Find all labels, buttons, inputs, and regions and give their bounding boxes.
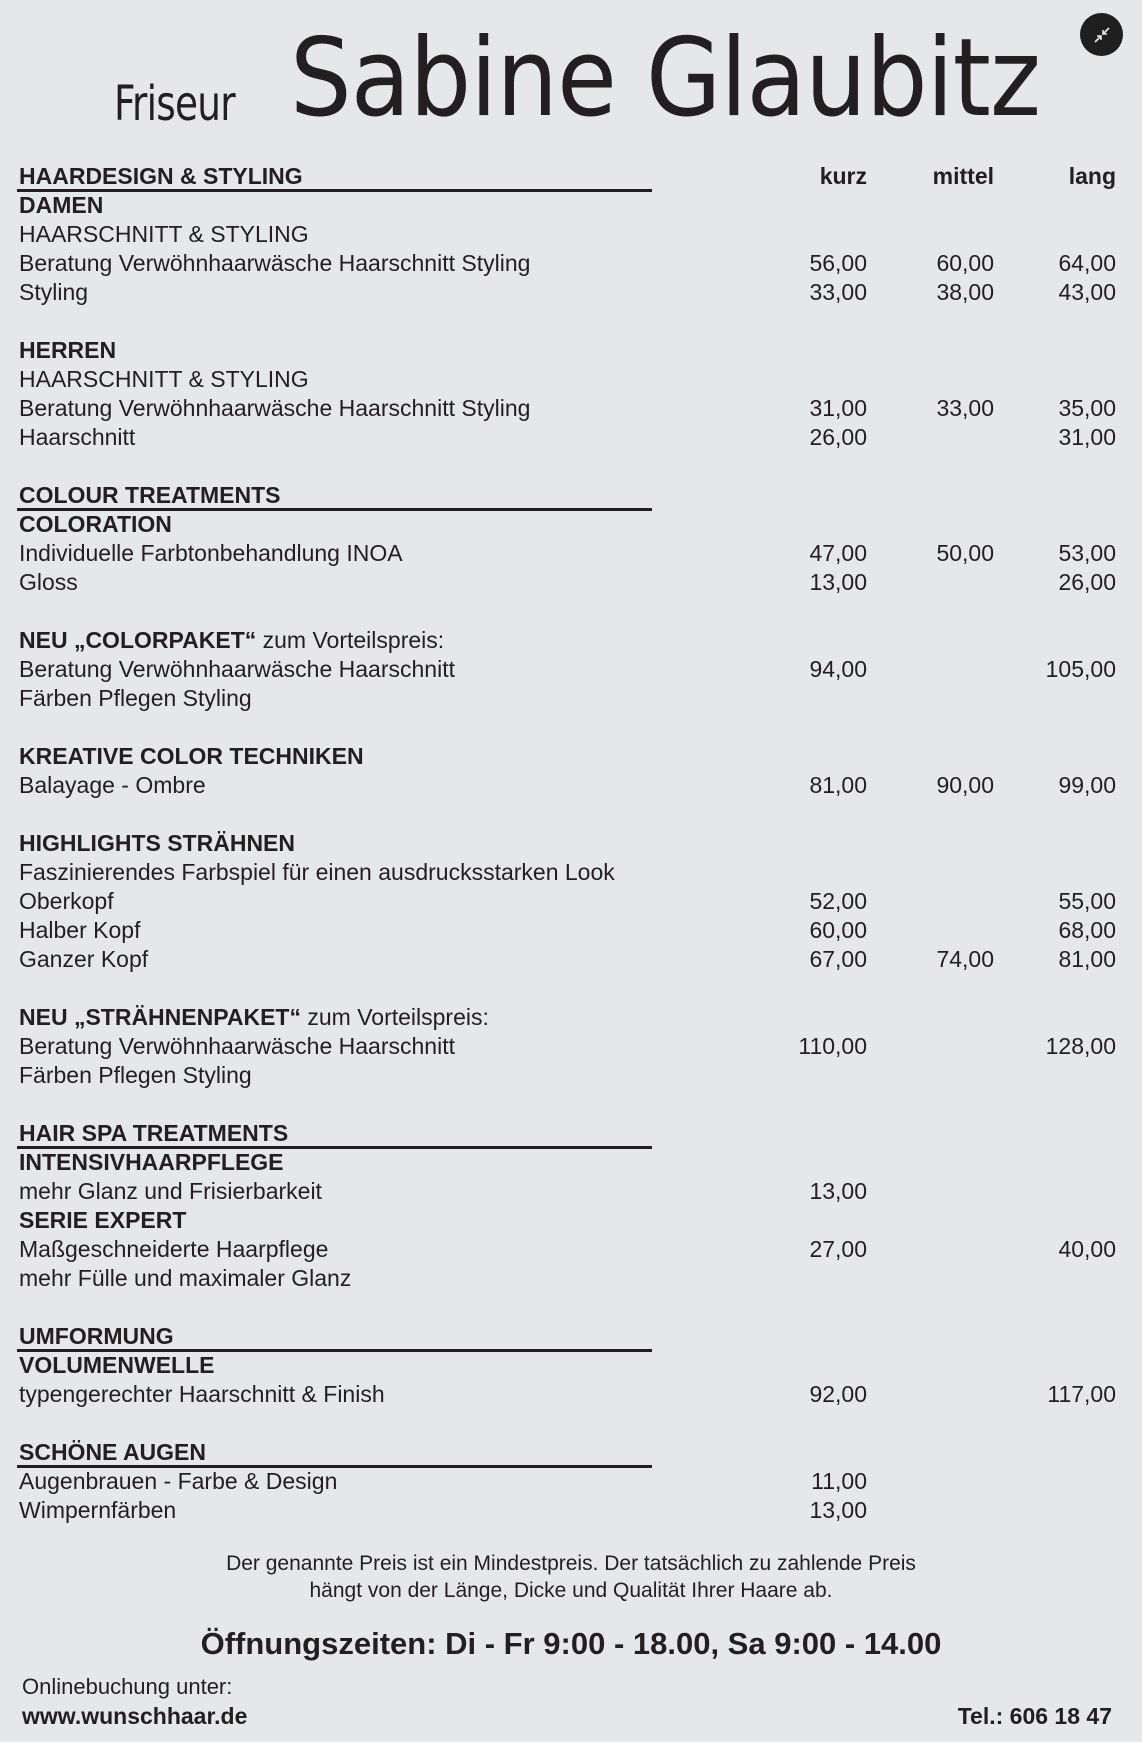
row-label: VOLUMENWELLE	[19, 1352, 215, 1378]
price-kurz: 26,00	[809, 424, 867, 450]
booking-label: Onlinebuchung unter:	[22, 1674, 233, 1699]
price-mittel: 50,00	[936, 540, 994, 566]
column-header-lang: lang	[1068, 163, 1116, 189]
price-row	[19, 655, 1119, 684]
row-label: Wimpernfärben	[19, 1497, 177, 1523]
price-row	[19, 887, 1119, 916]
section-header	[19, 1119, 1119, 1148]
price-kurz: 31,00	[809, 395, 867, 421]
promo-subtitle: zum Vorteilspreis:	[300, 1004, 489, 1030]
row-label: Balayage - Ombre	[19, 772, 206, 798]
row-label: Oberkopf	[19, 888, 114, 914]
row-label	[19, 626, 444, 655]
price-row	[19, 539, 1119, 568]
price-row	[19, 1032, 1119, 1061]
row-label	[19, 1003, 489, 1032]
price-lang: 105,00	[1045, 656, 1116, 682]
subsection-header	[19, 1351, 1119, 1380]
price-lang: 117,00	[1047, 1381, 1116, 1407]
row-label: Beratung Verwöhnhaarwäsche Haarschnitt Styling	[19, 250, 531, 276]
price-lang: 99,00	[1058, 772, 1116, 798]
promo-subtitle: zum Vorteilspreis:	[256, 627, 445, 653]
row-label: SCHÖNE AUGEN	[19, 1439, 206, 1465]
spacer	[19, 1293, 1119, 1322]
price-row	[19, 1467, 1119, 1496]
price-row	[19, 1380, 1119, 1409]
row-label: Färben Pflegen Styling	[19, 685, 252, 711]
price-lang: 64,00	[1058, 250, 1116, 276]
row-label: HAARSCHNITT & STYLING	[19, 366, 309, 392]
row-label: Individuelle Farbtonbehandlung INOA	[19, 540, 403, 566]
price-row	[19, 945, 1119, 974]
price-kurz: 27,00	[809, 1236, 867, 1262]
price-row	[19, 684, 1119, 713]
spacer	[19, 1090, 1119, 1119]
price-kurz: 56,00	[809, 250, 867, 276]
price-lang: 128,00	[1045, 1033, 1116, 1059]
spacer	[19, 1409, 1119, 1438]
subsection-header	[19, 510, 1119, 539]
row-label: DAMEN	[19, 192, 104, 218]
price-row	[19, 423, 1119, 452]
price-row	[19, 771, 1119, 800]
row-label: HAARSCHNITT & STYLING	[19, 221, 309, 247]
spacer	[19, 800, 1119, 829]
row-label: COLORATION	[19, 511, 172, 537]
section-header	[19, 162, 1119, 191]
price-row	[19, 394, 1119, 423]
price-mittel: 38,00	[936, 279, 994, 305]
price-row	[19, 1061, 1119, 1090]
row-label: HIGHLIGHTS STRÄHNEN	[19, 830, 295, 856]
row-label: Beratung Verwöhnhaarwäsche Haarschnitt Styling	[19, 395, 531, 421]
row-label: mehr Glanz und Frisierbarkeit	[19, 1178, 322, 1204]
price-kurz: 60,00	[809, 917, 867, 943]
row-label: typengerechter Haarschnitt & Finish	[19, 1381, 385, 1407]
subsection-header	[19, 829, 1119, 858]
price-lang: 68,00	[1058, 917, 1116, 943]
spacer	[19, 452, 1119, 481]
price-kurz: 13,00	[809, 1178, 867, 1204]
price-row	[19, 916, 1119, 945]
row-label: Maßgeschneiderte Haarpflege	[19, 1236, 329, 1262]
price-mittel: 33,00	[936, 395, 994, 421]
subsection-header	[19, 1206, 1119, 1235]
row-label: Augenbrauen - Farbe & Design	[19, 1468, 338, 1494]
price-kurz: 47,00	[809, 540, 867, 566]
row-label: KREATIVE COLOR TECHNIKEN	[19, 743, 364, 769]
price-kurz: 81,00	[809, 772, 867, 798]
logo-name: Sabine Glaubitz	[290, 16, 1041, 141]
row-label: HAARDESIGN & STYLING	[19, 163, 303, 189]
row-label: Faszinierendes Farbspiel für einen ausdrucksstarken Look	[19, 859, 615, 885]
subsection-header	[19, 336, 1119, 365]
price-kurz: 13,00	[809, 1497, 867, 1523]
row-label: HERREN	[19, 337, 117, 363]
column-header-kurz: kurz	[819, 163, 867, 189]
price-table	[19, 162, 1119, 1525]
price-lang: 81,00	[1058, 946, 1116, 972]
subsection-header	[19, 1148, 1119, 1177]
price-row	[19, 858, 1119, 887]
section-header	[19, 481, 1119, 510]
column-header-mittel: mittel	[932, 163, 994, 189]
price-lang: 40,00	[1058, 1236, 1116, 1262]
price-mittel: 90,00	[936, 772, 994, 798]
price-lang: 31,00	[1058, 424, 1116, 450]
spacer	[19, 713, 1119, 742]
row-label: Haarschnitt	[19, 424, 136, 450]
price-kurz: 94,00	[809, 656, 867, 682]
price-row	[19, 220, 1119, 249]
section-header	[19, 1322, 1119, 1351]
section-header	[19, 1438, 1119, 1467]
price-note-line-2: hängt von der Länge, Dicke und Qualität Ihrer Haare ab.	[309, 1579, 833, 1602]
price-row	[19, 1264, 1119, 1293]
promo-header	[19, 1003, 1119, 1032]
price-mittel: 60,00	[936, 250, 994, 276]
price-row	[19, 1177, 1119, 1206]
price-row	[19, 568, 1119, 597]
price-kurz: 11,00	[811, 1468, 867, 1494]
price-kurz: 67,00	[809, 946, 867, 972]
price-kurz: 13,00	[809, 569, 867, 595]
phone-number: Tel.: 606 18 47	[957, 1703, 1112, 1729]
price-lang: 43,00	[1058, 279, 1116, 305]
price-row	[19, 365, 1119, 394]
spacer	[19, 307, 1119, 336]
booking-link[interactable]: www.wunschhaar.de	[22, 1703, 248, 1729]
opening-hours: Öffnungszeiten: Di - Fr 9:00 - 18.00, Sa 9:00 - 14.00	[200, 1626, 942, 1661]
logo-prefix: Friseur	[114, 76, 235, 132]
price-note	[0, 1550, 1142, 1604]
price-row	[19, 1235, 1119, 1264]
row-label: UMFORMUNG	[19, 1323, 174, 1349]
row-label: Beratung Verwöhnhaarwäsche Haarschnitt	[19, 1033, 455, 1059]
price-kurz: 110,00	[798, 1033, 867, 1059]
row-label: Gloss	[19, 569, 78, 595]
price-note-line-1: Der genannte Preis ist ein Mindestpreis. Der tatsächlich zu zahlende Preis	[226, 1552, 916, 1575]
row-label: INTENSIVHAARPFLEGE	[19, 1149, 284, 1175]
row-label: Halber Kopf	[19, 917, 141, 943]
row-label: Ganzer Kopf	[19, 946, 149, 972]
row-label: COLOUR TREATMENTS	[19, 482, 281, 508]
price-lang: 35,00	[1058, 395, 1116, 421]
spacer	[19, 597, 1119, 626]
price-kurz: 33,00	[809, 279, 867, 305]
price-row	[19, 249, 1119, 278]
promo-header	[19, 626, 1119, 655]
price-lang: 53,00	[1058, 540, 1116, 566]
price-mittel: 74,00	[936, 946, 994, 972]
row-label: mehr Fülle und maximaler Glanz	[19, 1265, 352, 1291]
subsection-header	[19, 742, 1119, 771]
subsection-header	[19, 191, 1119, 220]
price-kurz: 92,00	[809, 1381, 867, 1407]
price-lang: 26,00	[1058, 569, 1116, 595]
price-lang: 55,00	[1058, 888, 1116, 914]
promo-title: NEU „COLORPAKET“	[19, 627, 257, 653]
price-row	[19, 1496, 1119, 1525]
promo-title: NEU „STRÄHNENPAKET“	[19, 1004, 301, 1030]
row-label: Färben Pflegen Styling	[19, 1062, 252, 1088]
row-label: Beratung Verwöhnhaarwäsche Haarschnitt	[19, 656, 455, 682]
price-kurz: 52,00	[809, 888, 867, 914]
salon-logo	[0, 16, 1142, 141]
spacer	[19, 974, 1119, 1003]
row-label: Styling	[19, 279, 89, 305]
price-row	[19, 278, 1119, 307]
row-label: HAIR SPA TREATMENTS	[19, 1120, 289, 1146]
row-label: SERIE EXPERT	[19, 1207, 187, 1233]
